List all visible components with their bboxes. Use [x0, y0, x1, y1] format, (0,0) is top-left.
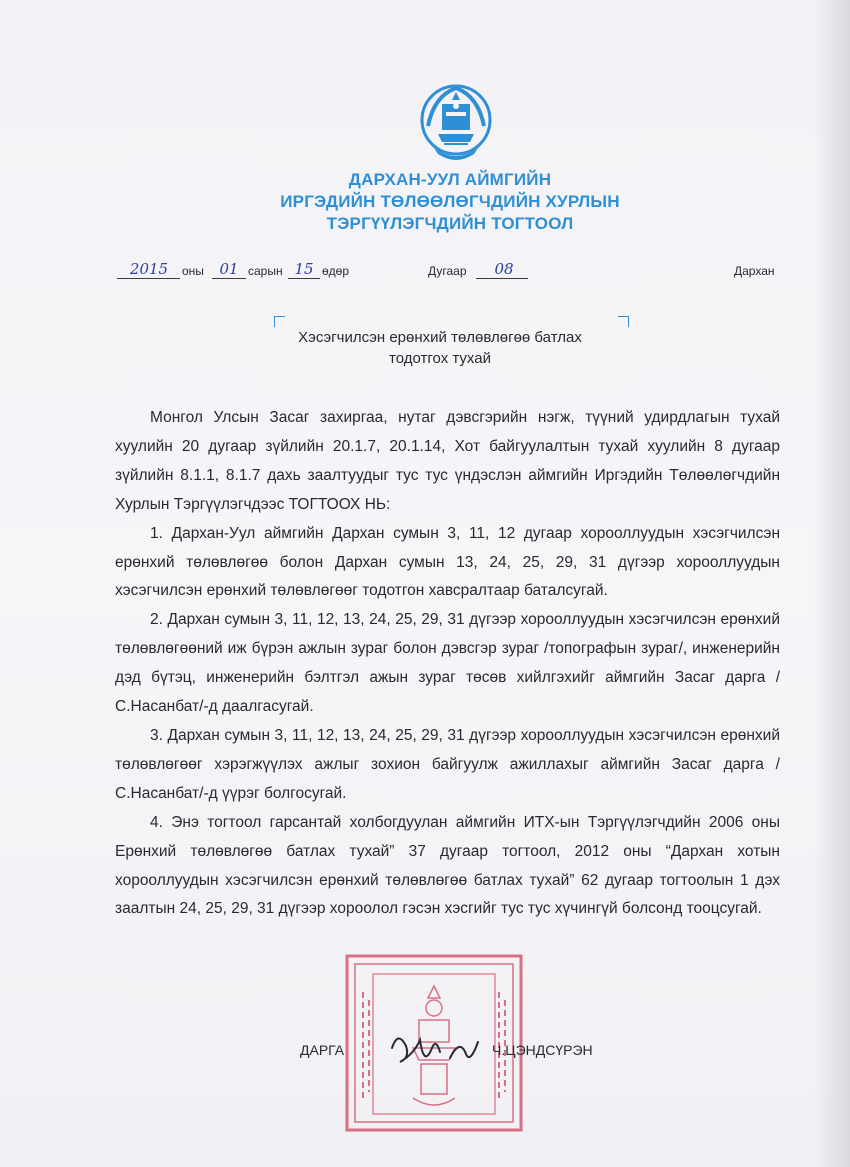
resolution-item-1: 1. Дархан-Уул аймгийн Дархан сумын 3, 11, 12 дугаар хорооллуудын хэсэгчилсэн ерөнхий төлөвлөгөө болон Дархан сумын 13, 24, 25, 29, 31 дүгээр хорооллуудын хэсэгчилсэн ерөнхий төлөвлөгөөг тодотгон хавсралтаар баталсугай.: [115, 524, 780, 600]
year-label: оны: [182, 264, 204, 278]
date-line: [0, 258, 850, 284]
subject-bracket-left: [274, 316, 285, 327]
page-edge-shadow: [814, 0, 850, 1167]
resolution-item-3: 3. Дархан сумын 3, 11, 12, 13, 24, 25, 29, 31 дүгээр хорооллуудын хэсэгчилсэн ерөнхий төлөвлөгөөг хэрэгжүүлэх ажлыг зохион байгуулж ажиллахыг аймгийн Засаг дарга /С.Насанбат/-д үүрэг болгосугай.: [115, 726, 780, 802]
subject: [250, 327, 630, 369]
signatory-name: Ч.ЦЭНДСҮРЭН: [492, 1042, 593, 1058]
resolution-item-2: 2. Дархан сумын 3, 11, 12, 13, 24, 25, 29, 31 дүгээр хорооллуудын хэсэгчилсэн ерөнхий төлөвлөгөөний иж бүрэн ажлын зураг болон дэвсгэр зураг /топографын зураг/, инженерийн дэд бүтэц, инженерийн бэлтгэл ажын зураг төсөв хийлгэхийг аймгийн Засаг дарга /С.Насанбат/-д даалгасугай.: [115, 611, 780, 716]
document-type: ТЭРГҮҮЛЭГЧДИЙН ТОГТООЛ: [326, 214, 574, 233]
issuer-line-1: ДАРХАН-УУЛ АЙМГИЙН: [348, 170, 552, 189]
subject-bracket-right: [618, 316, 629, 327]
number-label: Дугаар: [428, 264, 467, 278]
issuer-line-2: ИРГЭДИЙН ТӨЛӨӨЛӨГЧДИЙН ХУРЛЫН: [280, 192, 620, 211]
place-name: Дархан: [734, 264, 775, 278]
year-value: 2015: [129, 260, 169, 278]
day-value: 15: [294, 260, 314, 278]
month-label: сарын: [248, 264, 283, 278]
preamble: Монгол Улсын Засаг захиргаа, нутаг дэвсгэрийн нэгж, түүний удирдлагын тухай хуулийн 20 дугаар зүйлийн 20.1.7, 20.1.14, Хот байгуулалтын тухай хуулийн 8 дугаар зүйлийн 8.1.1, 8.1.7 дахь заалтуудыг тус тус үндэслэн аймгийн Иргэдийн Төлөөлөгчдийн Хурлын Тэргүүлэгчдээс ТОГТООХ НЬ:: [115, 409, 780, 513]
handwritten-signature-icon: [380, 1018, 490, 1078]
subject-line-2: тодотгох тухай: [389, 350, 491, 367]
resolution-body: [115, 404, 780, 924]
number-value: 08: [494, 260, 514, 278]
month-value: 01: [219, 260, 239, 278]
state-emblem-icon: [414, 82, 498, 168]
day-label: өдөр: [322, 264, 350, 278]
signatory-title: ДАРГА: [300, 1042, 345, 1058]
resolution-item-4: 4. Энэ тогтоол гарсантай холбогдуулан аймгийн ИТХ-ын Тэргүүлэгчдийн 2006 оны Ерөнхий төлөвлөгөө батлах тухай” 37 дугаар тогтоол, 2012 оны “Дархан хотын хорооллуудын хэсэгчилсэн ерөнхий төлөвлөгөө батлах тухай” 62 дугаар тогтоолын 1 дэх заалтын 24, 25, 29, 31 дүгээр хороолол гэсэн хэсгийг тус тус хүчингүй болсонд тооцсугай.: [115, 813, 780, 918]
subject-line-1: Хэсэгчилсэн ерөнхий төлөвлөгөө батлах: [298, 329, 582, 346]
